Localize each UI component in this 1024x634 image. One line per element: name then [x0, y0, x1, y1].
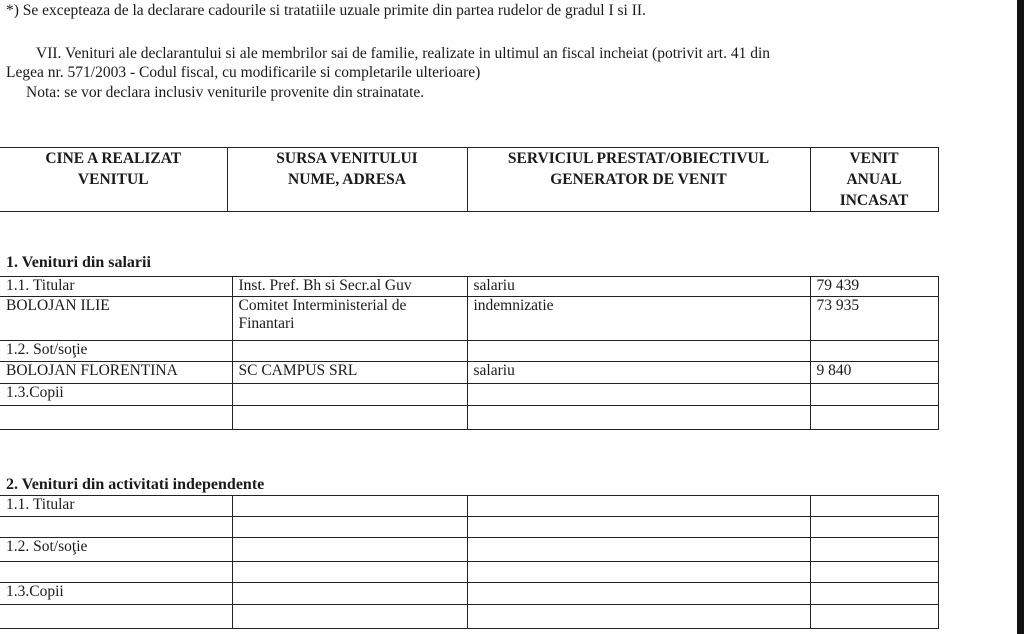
- cell-who: [0, 406, 232, 430]
- cell-who: 1.3.Copii: [0, 384, 232, 406]
- cell-source: [232, 384, 467, 406]
- cell-source: [232, 517, 467, 538]
- cell-income: [810, 538, 938, 562]
- cell-service: [467, 406, 810, 430]
- cell-service: [467, 384, 810, 406]
- page-edge: [1017, 0, 1024, 634]
- cell-who: 1.1. Titular: [0, 277, 232, 297]
- table-row: [0, 583, 938, 605]
- section-intro: VII. Venituri ale declarantului si ale membrilor sai de familie, realizate in ultimul an fiscal incheiat (potrivit art. 41 din: [36, 45, 770, 62]
- cell-service: [467, 605, 810, 629]
- table-row: [0, 297, 938, 341]
- income-header-table: [0, 147, 939, 212]
- cell-service: [467, 562, 810, 583]
- note: Nota: se vor declara inclusiv veniturile provenite din strainatate.: [26, 84, 425, 101]
- cell-who: [0, 605, 232, 629]
- cell-service: [467, 583, 810, 605]
- cell-service: [467, 538, 810, 562]
- table-row: [0, 562, 938, 583]
- cell-source: [232, 583, 467, 605]
- cell-income: [810, 341, 938, 362]
- cell-source: Inst. Pref. Bh si Secr.al Guv: [232, 277, 467, 297]
- cell-source: SC CAMPUS SRL: [232, 362, 467, 384]
- cell-who: BOLOJAN FLORENTINA: [0, 362, 232, 384]
- cell-income: [810, 406, 938, 430]
- cell-income: 9 840: [810, 362, 938, 384]
- independent-table: [0, 495, 939, 629]
- header-income: VENIT ANUAL INCASAT: [810, 148, 938, 212]
- cell-who: [0, 517, 232, 538]
- cell-source: [232, 496, 467, 517]
- table-row: [0, 384, 938, 406]
- cell-income: [810, 517, 938, 538]
- salaries-table: [0, 276, 939, 430]
- cell-income: [810, 496, 938, 517]
- cell-source: [232, 406, 467, 430]
- cell-service: [467, 496, 810, 517]
- cell-income: [810, 384, 938, 406]
- section-title-independent: 2. Venituri din activitati independente: [6, 476, 265, 493]
- cell-source: [232, 538, 467, 562]
- table-row: [0, 362, 938, 384]
- cell-source: [232, 562, 467, 583]
- table-row: [0, 517, 938, 538]
- cell-service: salariu: [467, 362, 810, 384]
- cell-income: 73 935: [810, 297, 938, 341]
- cell-source: Comitet Interministerial de Finantari: [232, 297, 467, 341]
- cell-service: indemnizatie: [467, 297, 810, 341]
- table-row: [0, 341, 938, 362]
- cell-who: 1.1. Titular: [0, 496, 232, 517]
- cell-who: 1.3.Copii: [0, 583, 232, 605]
- footnote: *) Se excepteaza de la declarare cadourile si tratatiile uzuale primite din partea rudelor de gradul I si II.: [6, 2, 646, 19]
- section-title-salaries: 1. Venituri din salarii: [6, 254, 151, 271]
- table-row: [0, 496, 938, 517]
- header-service: SERVICIUL PRESTAT/OBIECTIVUL GENERATOR DE VENIT: [467, 148, 810, 212]
- table-row: [0, 605, 938, 629]
- cell-income: 79 439: [810, 277, 938, 297]
- table-row: [0, 277, 938, 297]
- table-row: [0, 538, 938, 562]
- cell-who: BOLOJAN ILIE: [0, 297, 232, 341]
- header-who: CINE A REALIZAT VENITUL: [0, 148, 227, 212]
- cell-source: [232, 341, 467, 362]
- cell-income: [810, 583, 938, 605]
- cell-who: 1.2. Sot/soţie: [0, 538, 232, 562]
- cell-source: [232, 605, 467, 629]
- cell-service: [467, 341, 810, 362]
- cell-who: 1.2. Sot/soţie: [0, 341, 232, 362]
- cell-income: [810, 562, 938, 583]
- cell-service: [467, 517, 810, 538]
- cell-income: [810, 605, 938, 629]
- section-intro-cont: Legea nr. 571/2003 - Codul fiscal, cu modificarile si completarile ulterioare): [6, 64, 481, 81]
- cell-who: [0, 562, 232, 583]
- header-source: SURSA VENITULUI NUME, ADRESA: [227, 148, 467, 212]
- table-row: [0, 406, 938, 430]
- cell-service: salariu: [467, 277, 810, 297]
